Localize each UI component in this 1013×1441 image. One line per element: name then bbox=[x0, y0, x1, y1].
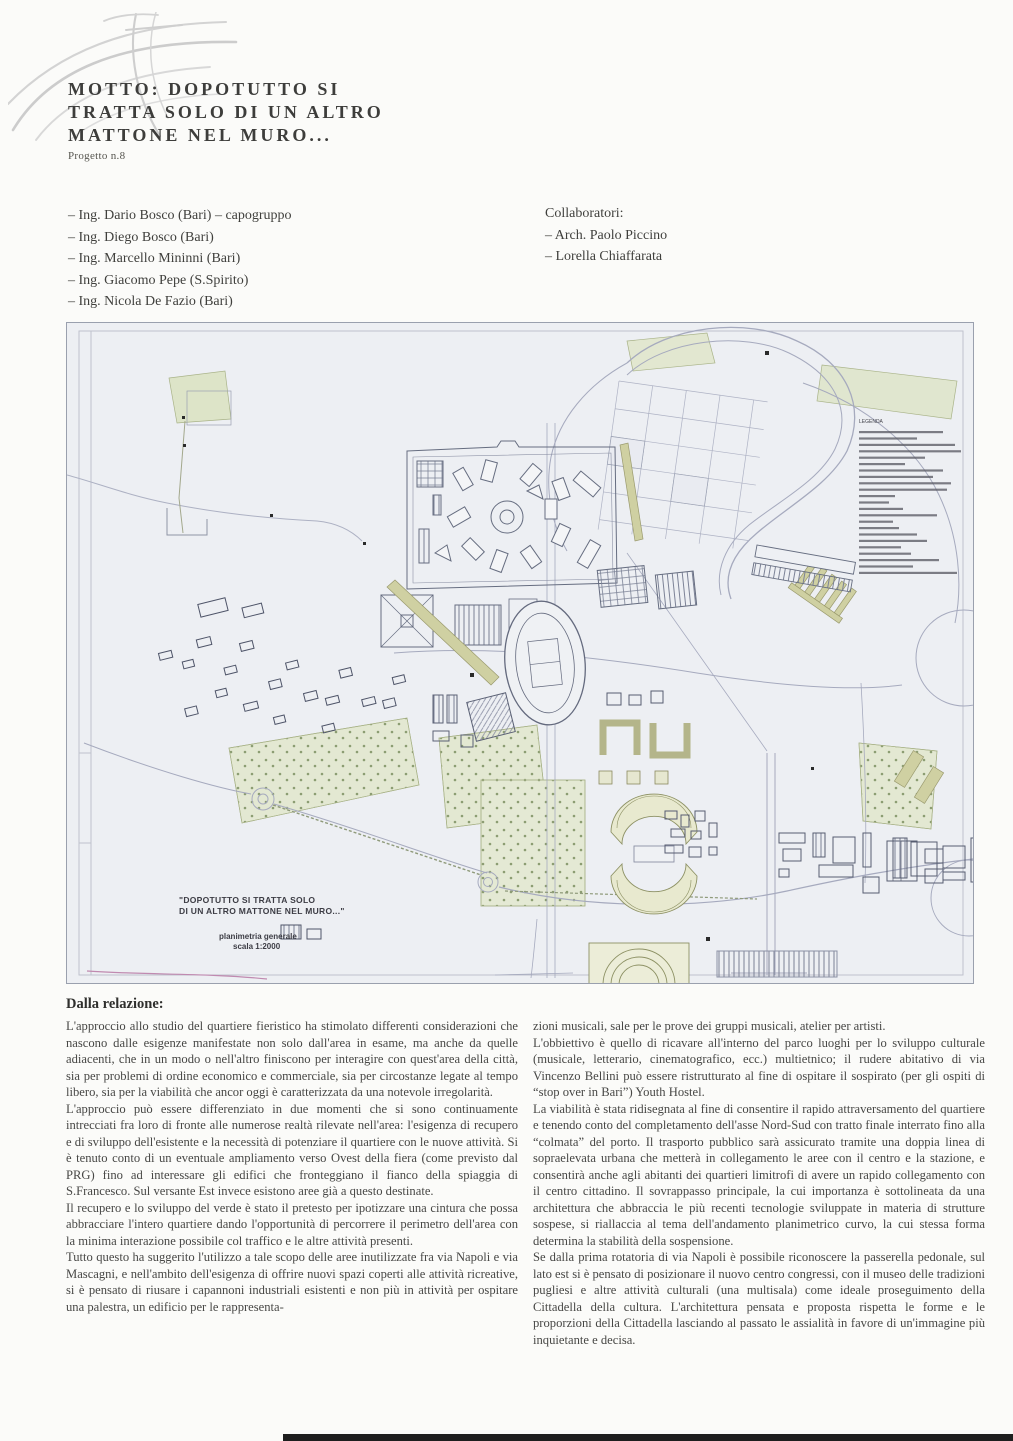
paragraph: Tutto questo ha suggerito l'utilizzo a tale scopo delle aree inutilizzate fra via Napoli e via Mascagni, e nell'ambito dell'esigenza di offrire nuovi spazi coperti alle attività ricreative, si è pensato di riusare i capannoni industriali esistenti e non più in attività per ospitare una palestra, un edificio per le rappresenta- bbox=[66, 1250, 518, 1314]
relazione-left-column bbox=[66, 1018, 518, 1315]
paragraph: zioni musicali, sale per le prove dei gruppi musicali, atelier per artisti. bbox=[533, 1019, 886, 1033]
paragraph: L'approccio può essere differenziato in due momenti che si sono continuamente intrecciati fra loro di fronte alle numerose realtà rilevate nell'area: l'esigenza di recupero e di sviluppo dell'esistente e la necessità di potenziare il quartiere con le nuove attività. Si è tenuto conto di un eventuale ampliamento verso Ovest della fiera (come previsto dal PRG) fino ad interessare gli edifici che fronteggiano il fianco della spiaggia di S.Francesco. Sul versante Est invece esistono aree già a questo destinate. bbox=[66, 1101, 518, 1198]
arena-square bbox=[589, 943, 689, 983]
legend-title: LEGENDA bbox=[859, 419, 883, 425]
collaborator: – Arch. Paolo Piccino bbox=[545, 227, 668, 243]
team-member: – Ing. Nicola De Fazio (Bari) bbox=[68, 294, 233, 309]
map-drawing-label: planimetria generale bbox=[219, 932, 297, 941]
title-line-3: MATTONE NEL MURO... bbox=[68, 125, 332, 145]
paragraph: L'approccio allo studio del quartiere fieristico ha stimolato differenti considerazioni che nascono dalle esigenze manifestate non solo dall'area in esame, ma anche da quelle adiacenti, che in un modo o nell'altro finiscono per interagire con quest'area della città, sia per problemi di ordine economico e commerciale, sia per circostanze legate al tempo libero, sia per la viabilità che ancor oggi è caratterizzata da una notevole irregolarità. bbox=[66, 1019, 518, 1099]
map-caption-line-1: "DOPOTUTTO SI TRATTA SOLO bbox=[179, 895, 316, 905]
project-number: Progetto n.8 bbox=[68, 150, 126, 162]
relazione-heading: Dalla relazione: bbox=[66, 996, 164, 1012]
paragraph: L'obbiettivo è quello di ricavare all'interno del parco luoghi per lo sviluppo culturale (musicale, letterario, cinematografico, ecc.) multietnico; il rudere abitativo di via Vincenzo Bellini può essere ristrutturato al fine di ospitare il sospirato (per gli ospiti di “stop over in Bari”) Youth Hostel. bbox=[533, 1035, 985, 1099]
page-title bbox=[68, 78, 384, 147]
site-plan-figure bbox=[66, 322, 974, 984]
collaborator: – Lorella Chiaffarata bbox=[545, 249, 663, 264]
relazione-right-column bbox=[533, 1018, 985, 1348]
collaborators-list bbox=[545, 203, 667, 268]
title-line-1: MOTTO: DOPOTUTTO SI bbox=[68, 79, 341, 99]
map-scale-label: scala 1:2000 bbox=[233, 942, 281, 951]
paragraph: Il recupero e lo sviluppo del verde è stato il pretesto per ipotizzare una cintura che possa abbracciare l'intero quartiere dando l'opportunità di percorrere il perimetro dell'area con la minima interazione possibile col traffico e le altre attività presenti. bbox=[66, 1200, 518, 1248]
scan-edge-strip bbox=[283, 1434, 1013, 1441]
title-line-2: TRATTA SOLO DI UN ALTRO bbox=[68, 102, 384, 122]
dock-building bbox=[717, 951, 837, 977]
collaborators-heading: Collaboratori: bbox=[545, 206, 624, 221]
team-member: – Ing. Marcello Mininni (Bari) bbox=[68, 251, 241, 266]
map-caption-line-2: DI UN ALTRO MATTONE NEL MURO..." bbox=[179, 906, 345, 916]
team-list bbox=[68, 205, 292, 313]
team-member: – Ing. Diego Bosco (Bari) bbox=[68, 229, 214, 245]
paragraph: Se dalla prima rotatoria di via Napoli è possibile riconoscere la passerella pedonale, sul lato est si è pensato di posizionare il nuovo centro congressi, con il museo delle tradizioni pugliesi e altre attività culturali (una multisala) come ideale proseguimento della Cittadella della cultura. L'architettura pensata e proposta rispetta le forme e le proporzioni della Cittadella lasciando al passato le assialità in favore di un'immagine più inquietante e decisa. bbox=[533, 1250, 985, 1347]
site-plan-drawing bbox=[67, 323, 973, 983]
team-member: – Ing. Giacomo Pepe (S.Spirito) bbox=[68, 272, 249, 288]
paragraph: La viabilità è stata ridisegnata al fine di consentire il rapido attraversamento del quartiere e tenendo conto del completamento dell'asse Nord-Sud con tratto finale interrato fino alla “colmata” del porto. Il trasporto pubblico sarà assicurato tramite una doppia linea di sopraelevata urbana che metterà in collegamento le aree con il centro e la stazione, e consentirà anche agli abitanti dei quartieri limitrofi di avere un rapido collegamento con il centro cittadino. Il sovrappasso principale, la cui importanza è sottolineata da una architettura che abbraccia le più recenti tecnologie sviluppate in materia di strutture sospese, si riallaccia al tema dell'andamento planimetrico curvo, la cui stessa forma determina la stabilità della sospensione. bbox=[533, 1101, 985, 1248]
team-member: – Ing. Dario Bosco (Bari) – capogruppo bbox=[68, 208, 292, 223]
